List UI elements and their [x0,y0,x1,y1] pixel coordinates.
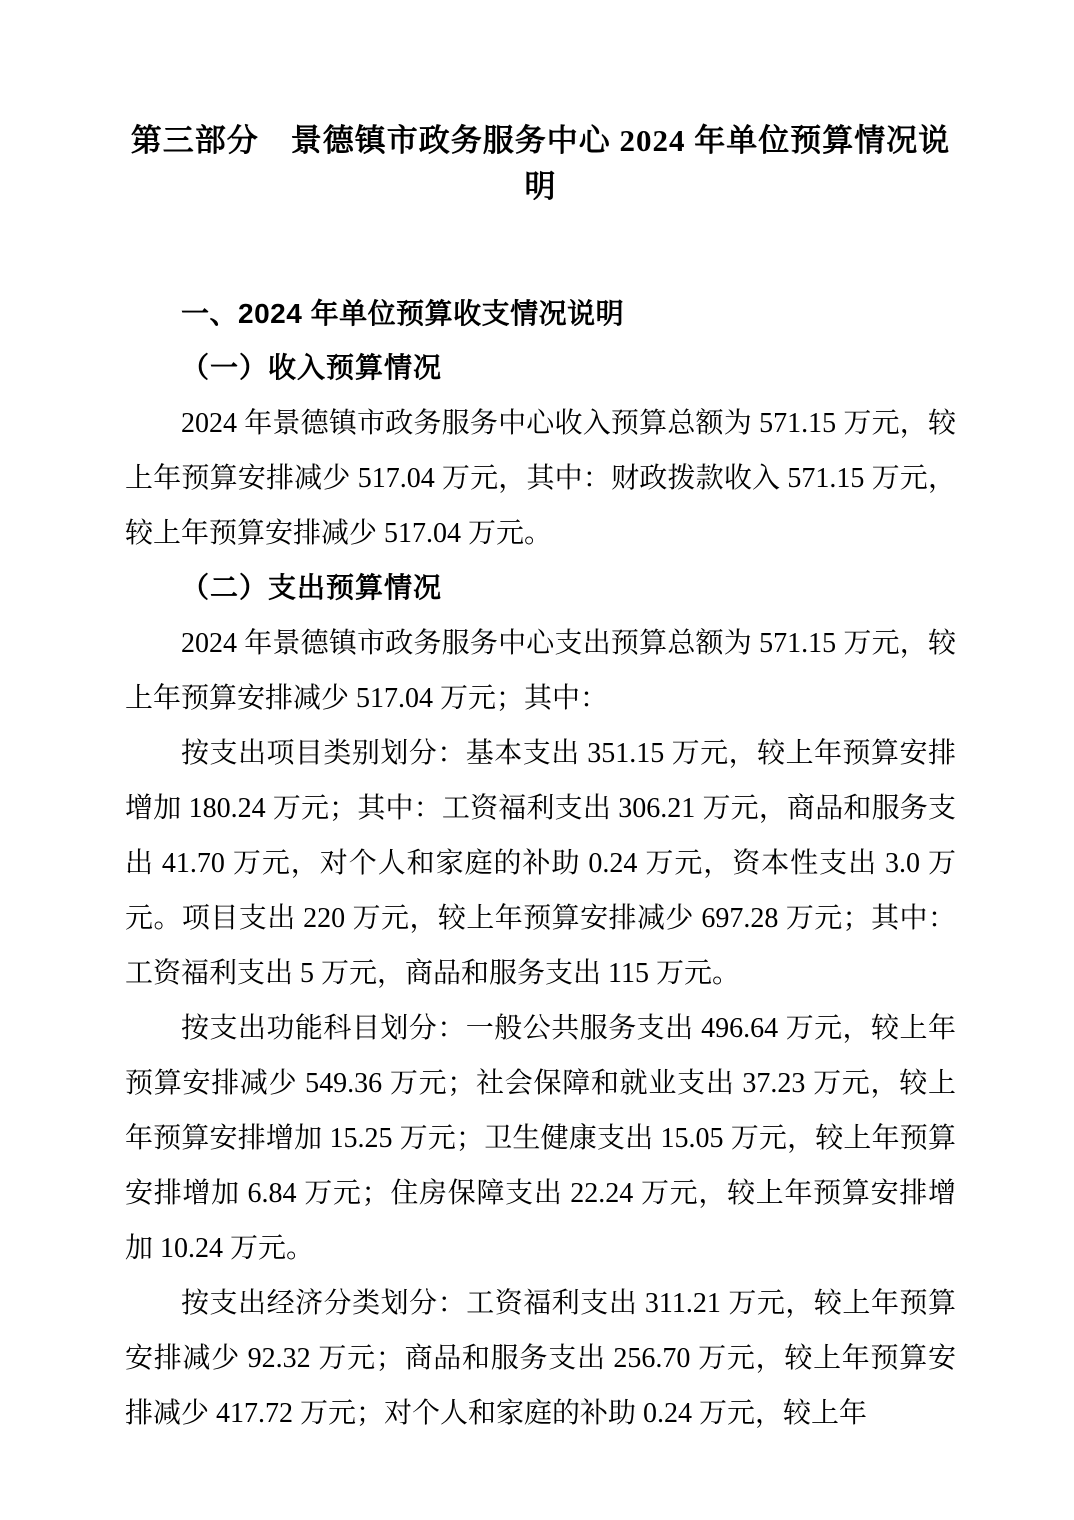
paragraph-expenditure-total: 2024 年景德镇市政务服务中心支出预算总额为 571.15 万元，较上年预算安排减少 517.04 万元；其中： [125,628,956,714]
subsection-heading-income-budget: （一）收入预算情况 [181,353,443,384]
paragraph-expenditure-by-economic-classification: 按支出经济分类划分：工资福利支出 311.21 万元，较上年预算安排减少 92.32 万元；商品和服务支出 256.70 万元，较上年预算安排减少 417.72 万元；对个人和家庭的补助 0.24 万元，较上年 [125,1288,956,1429]
document-title: 第三部分 景德镇市政务服务中心 2024 年单位预算情况说明 [130,123,951,204]
document-body [125,286,956,1441]
paragraph-expenditure-by-project-category: 按支出项目类别划分：基本支出 351.15 万元，较上年预算安排增加 180.24 万元；其中：工资福利支出 306.21 万元，商品和服务支出 41.70 万元，对个人和家庭的补助 0.24 万元，资本性支出 3.0 万元。项目支出 220 万元，较上年预算安排减少 697.28 万元；其中：工资福利支出 5 万元，商品和服务支出 115 万元。 [125,738,956,989]
paragraph-income-budget: 2024 年景德镇市政务服务中心收入预算总额为 571.15 万元，较上年预算安排减少 517.04 万元，其中：财政拨款收入 571.15 万元，较上年预算安排减少 517.04 万元。 [125,408,956,549]
subsection-heading-expenditure-budget: （二）支出预算情况 [181,573,443,604]
paragraph-expenditure-by-function: 按支出功能科目划分：一般公共服务支出 496.64 万元，较上年预算安排减少 549.36 万元；社会保障和就业支出 37.23 万元，较上年预算安排增加 15.25 万元；卫生健康支出 15.05 万元，较上年预算安排增加 6.84 万元；住房保障支出 22.24 万元，较上年预算安排增加 10.24 万元。 [125,1013,956,1264]
section-heading-budget-overview: 一、2024 年单位预算收支情况说明 [181,298,625,329]
